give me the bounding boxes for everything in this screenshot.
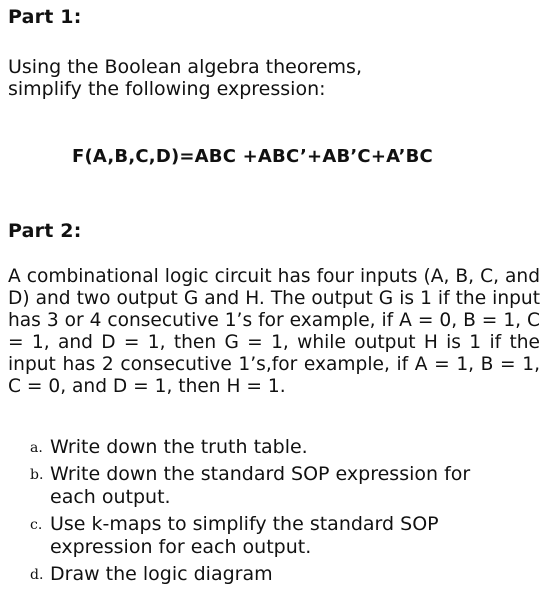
task-marker: c. [30, 517, 43, 533]
task-marker: d. [30, 567, 44, 583]
task-list [0, 436, 548, 590]
part1-heading: Part 1: [8, 6, 82, 28]
task-marker: a. [30, 440, 43, 456]
task-text: Write down the truth table. [50, 436, 308, 458]
task-item-a [0, 436, 520, 459]
part1-instruction: Using the Boolean algebra theorems, simplify the following expression: [8, 56, 362, 100]
task-item-c [0, 513, 520, 559]
task-item-b [0, 463, 520, 509]
part2-heading: Part 2: [8, 220, 82, 242]
task-text: Use k-maps to simplify the standard SOP expression for each output. [50, 513, 439, 558]
task-item-d [0, 563, 520, 586]
boolean-expression: F(A,B,C,D)=ABC +ABC’+AB’C+A’BC [72, 146, 433, 167]
task-text: Draw the logic diagram [50, 563, 273, 585]
task-marker: b. [30, 467, 44, 483]
task-text: Write down the standard SOP expression for each output. [50, 463, 471, 508]
part2-description: A combinational logic circuit has four inputs (A, B, C, and D) and two output G and H. The output G is 1 if the input has 3 or 4 consecutive 1’s for example, if A = 0, B = 1, C = 1, and D = 1, then G = 1, while output H is 1 if the input has 2 consecutive 1’s,for example, if A = 1, B = 1, C = 0, and D = 1, then H = 1. [8, 266, 540, 397]
